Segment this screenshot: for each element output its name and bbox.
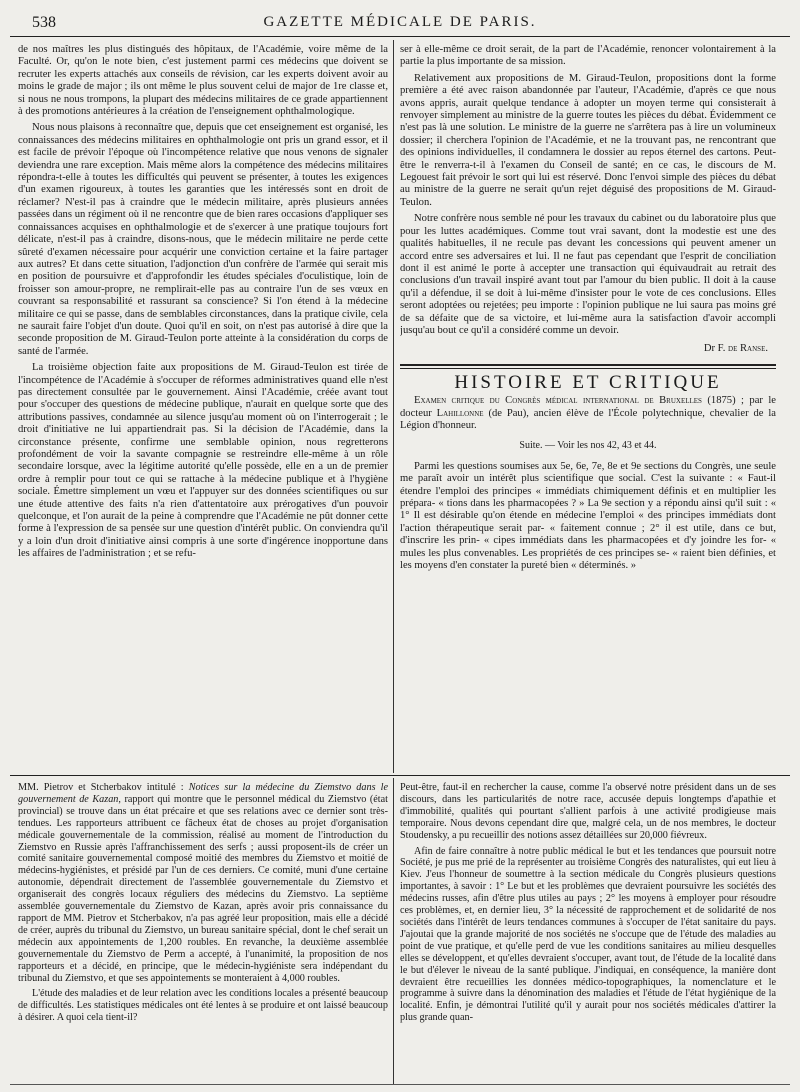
suite-note: Suite. — Voir les nos 42, 43 et 44. <box>519 440 657 452</box>
bottom-rule <box>10 1084 790 1085</box>
paragraph: L'étude des maladies et de leur relation avec les conditions locales a présenté beaucoup de difficultés. Les statistiques médicales ont été lentes à se produire et ont laissé beaucoup à désirer. A quoi cela tient-il? <box>18 988 388 1024</box>
article-lead: Examen critique du Congrès médical international de Bruxelles <box>414 395 702 407</box>
article-tail: (de Pau), ancien élève de l'École polytechnique, chevalier de la Légion d'honneur. <box>400 407 776 431</box>
journal-title: GAZETTE MÉDICALE DE PARIS. <box>263 14 537 30</box>
signature <box>400 343 768 355</box>
paragraph: La troisième objection faite aux propositions de M. Giraud-Teulon est tirée de l'incompétence de l'Académie à s'occuper de réformes administratives quand elle n'est pas directement consultée par le gouvernement. Ainsi l'Académie, créée avant tout pour s'occuper des questions de médecine publique, n'aurait en quelque sorte que des attributions passives, condamnée au silence jusqu'au moment où on l'interrogerait ; le droit d'initiative ne lui appartiendrait pas. Si la décision de l'Académie, dans la circonstance présente, confirme une semblable opinion, nous regretterons profondément de voir la savante compagnie se restreindre elle-même à un rôle secondaire lorsque, avec la légitime autorité qu'elle possède, elle en a un de premier ordre à remplir pour tout ce qui se rattache à la médecine publique et à l'hygiène sociale. Émettre simplement un vœu et l'appuyer sur des données scientifiques ou sur une étude attentive des faits n'a rien d'attentatoire aux prérogatives d'un pouvoir quelconque, et l'on aurait de la peine à comprendre que l'Académie ne pût donner cette forme à l'expression de sa pensée sur une question d'intérêt public. On conviendra qu'il y a loin d'un droit d'initiative ainsi compris à une sorte d'ingérence inopportune dans les affaires de l'administration ; et se refu- <box>18 362 388 560</box>
signature-prefix: Dr F. <box>703 343 729 355</box>
article-heading <box>400 395 776 432</box>
report-title: Notices sur la médecine du Ziemstvo dans le gouvernement de Kazan <box>18 782 388 805</box>
column-divider <box>393 778 394 1084</box>
top-left-column <box>18 44 388 770</box>
article-rest: (1875) ; par le docteur <box>400 395 776 419</box>
paragraph-start: MM. Pietrov et Stcherbakov intitulé : <box>18 782 189 793</box>
bottom-left-column <box>18 782 388 1082</box>
paragraph: Nous nous plaisons à reconnaître que, depuis que cet enseignement est organisé, les connaissances des médecins militaires en ophthalmologie ont pris un grand essor, et il est facile de prévoir l'époque où l'incompétence relative que nous venons de signaler deviendra une rare exception. Mais même alors la compétence des médecins militaires répondra-t-elle à toutes les difficultés qui peuvent se présenter, à toutes les exigences d'un examen rigoureux, à toutes les garanties que les intéressés sont en droit de réclamer? N'est-il pas à craindre que le médecin militaire, après plusieurs années passées dans un régiment où il ne rencontre que de bien rares occasions d'appliquer ses connaissances acquises en ophthalmologie et de s'exercer à une pratique toujours fort délicate, n'est-il pas à craindre, disons-nous, que le médecin militaire ne perde cette sûreté d'examen nécessaire pour acquérir une conviction certaine et la faire partager aux autres? Et dans cette situation, l'adjonction d'un confrère de l'armée qui serait mis en position de poursuivre et d'approfondir les études spéciales d'oculistique, loin de froisser son amour-propre, ne remplirait-elle pas au contraire l'un de ses vœux en couvrant sa responsabilité et rassurant sa conscience? Si l'on étend à la médecine militaire ce qui se passe, dans de semblables circonstances, dans la pratique civile, cela ne saurait faire l'objet d'un doute. Quoi qu'il en soit, on n'est pas autorisé à dire que la seconde proposition de M. Giraud-Teulon porte atteinte à la considération du corps de santé de l'armée. <box>18 122 388 357</box>
top-right-column <box>400 44 776 770</box>
section-rule-bottom <box>400 368 776 369</box>
paragraph: ser à elle-même ce droit serait, de la part de l'Académie, renoncer volontairement à la partie la plus importante de sa mission. <box>400 44 776 68</box>
paragraph: Notre confrère nous semble né pour les travaux du cabinet ou du laboratoire plus que pour les luttes académiques. Comme tout vrai savant, dont la modestie est une des qualités habituelles, il ne recule pas devant les concessions qui peuvent amener un accord entre ses adversaires et lui. Il ne faut pas cependant que l'esprit de conciliation dont il est animé le porte à accepter une transaction qui équivaudrait au retrait des conclusions d'un travail inspiré avant tout par l'amour du bien public. Il doit à la cause qu'il a défendue, il se doit à lui-même d'insister pour le vote de ces conclusions. Elles seront adoptées ou rejetées; peu importe : l'opinion publique ne lui saura pas moins gré de sa défaite que de sa victoire, et lui-même aura la satisfaction d'avoir accompli jusqu'au bout ce qu'il a considéré comme un devoir. <box>400 213 776 336</box>
page-header <box>10 14 790 36</box>
section-divider <box>10 775 790 776</box>
paragraph-rest: , rapport qui montre que le personnel médical du Ziemstvo (état provincial) se trouve dans un état précaire et que ses relations avec ce dernier sont très-tendues. Les rapporteurs attribuent ce fâcheux état de choses au projet d'organisation médicale gouvernementale de la commission, réalisé au moment de l'introduction du Ziemstvo en Russie après l'affranchissement des serfs ; aussi proposent-ils de créer un comité sanitaire gouvernemental composé moitié des membres du Ziemstvo et moitié de médecins-hygiénistes, et présidé par l'un de ces derniers. Ce comité, muni d'une certaine autonomie, dépendrait directement de l'assemblée gouvernementale du Ziemstvo et organiserait des congrès locaux réguliers des médecins du Ziemstvo. La septième assemblée gouvernementale du Ziemstvo de Kazan, après avoir pris connaissance du rapport de MM. Pietrov et Stcherbakov, n'a pas agréé leur proposition, mais elle a décidé de créer, auprès du tribunal du Ziemstvo, un bureau sanitaire spécial, dont le chef serait un médecin aux appointements de 1,200 roubles. En revanche, la deuxième assemblée gouvernementale du Ziemstvo de Perm a accepté, à l'unanimité, la proposition de nos rapporteurs et a décidé, en principe, que le médecin-hygiéniste sera indépendant du tribunal du Ziemstvo, et que ses appointements se monteraient à 4,000 roubles. <box>18 793 388 984</box>
paragraph: de nos maîtres les plus distingués des hôpitaux, de l'Académie, voire même de la Faculté. Or, qu'on le note bien, c'est justement parmi ces médecins que doivent se recruter les experts attachés aux conseils de révision, car les experts doivent avoir au moins le grade de major ; ils ont même le plus souvent celui de major de 1re classe et, si nous ne nous trompons, la plupart des médecins militaires de ce grade appartiennent à des promotions antérieures à la création de l'enseignement ophthalmologique. <box>18 44 388 118</box>
bottom-right-column <box>400 782 776 1082</box>
page-number: 538 <box>32 14 56 31</box>
paragraph: Afin de faire connaître à notre public médical le but et les tendances que poursuit notre Société, je pus me prié de la représenter au troisième Congrès des naturalistes, qui eut lieu à Kiev. J'eus l'honneur de soumettre à la section médicale du Congrès plusieurs questions importantes, à savoir : 1° Le but et les problèmes que devraient poursuivre les sociétés des médecins russes, afin d'être plus utiles au pays ; 2° les moyens à employer pour résoudre ces problèmes, et, en dernier lieu, 3° la nécessité de rapprochement et de solidarité de nos sociétés dans l'intérêt de leurs tendances communes à s'occuper de l'état sanitaire du pays. J'ajoutai que la grande majorité de nos sociétés ne s'occupe que de l'étude des maladies au point de vue pratique, et qu'elle perd de vue les conditions sanitaires au milieu desquelles elles se développent, et qu'elles devraient s'occuper, avant tout, de l'étude de la localité dans le but d'élever le niveau de la santé publique. J'indiquai, en conséquence, la manière dont devraient être recueillies les données médico-topographiques, la nomenclature et le programme à suivre dans la dénomination des maladies et l'étude de l'état hygiénique de la localité. Enfin, je démontrai l'utilité qu'il y aurait pour nos sociétés médicales d'attirer la plus grande quan- <box>400 845 776 1024</box>
section-rule-top <box>400 364 776 366</box>
section-title: HISTOIRE ET CRITIQUE <box>454 371 722 393</box>
signature-name: de Ranse. <box>728 343 768 355</box>
header-rule <box>10 36 790 37</box>
paragraph <box>18 782 388 984</box>
column-divider <box>393 40 394 773</box>
paragraph: Peut-être, faut-il en rechercher la cause, comme l'a observé notre président dans un de ses discours, dans les particularités de notre race, accusée depuis longtemps d'apathie et d'immobilité, qualités qui pourtant s'allient parfois à une activité prodigieuse mais temporaire. Nous devons cependant dire que, malgré cela, un de nos membres, le docteur Stoudensky, a pu recueillir des notions assez détaillées sur 20,000 fiévreux. <box>400 782 776 841</box>
article-author: Lahillonne <box>436 407 484 419</box>
paragraph: Parmi les questions soumises aux 5e, 6e, 7e, 8e et 9e sections du Congrès, une seule me paraît avoir un intérêt plus scientifique que social. C'est la suivante : « Faut-il étendre l'emploi des principes « immédiats chimiquement définis et en multiplier les prépara- « tions dans les pharmacopées ? » La 9e section y a répondu ainsi qu'il suit : « 1° Il est désirable qu'on étende en médecine l'emploi « des principes immédiats dont l'action thérapeutique serait par- « faitement connue ; 2° il est utile, dans ce but, d'inscrire les prin- « cipes immédiats dans les pharmacopées et d'y joindre les for- « mules les plus convenables. Les propriétés de ces principes se- « raient bien définies, et les moyens d'en constater la pureté bien « déterminés. » <box>400 460 776 572</box>
paragraph: Relativement aux propositions de M. Giraud-Teulon, propositions dont la forme première a été avec raison abandonnée par l'auteur, l'Académie, d'après ce que nous avons appris, aurait quelque tendance à adopter un moyen terme qui consisterait à renvoyer simplement au ministre de la guerre toutes les pièces du débat. Évidemment ce n'est pas là une solution. Le ministre de la guerre ne s'arrêtera pas à lire un volumineux dossier; il cherchera l'opinion de l'Académie, et ne la trouvant pas, ne rencontrant que des opinions individuelles, il condamnera le dossier au repos éternel des cartons. Peut-être le renverra-t-il à l'examen du Conseil de santé; en ce cas, le discours de M. Legouest fait prévoir le sort qui lui est réservé. Donc l'envoi simple des pièces du débat au ministre de la guerre ne serait qu'un rejet déguisé des propositions de M. Giraud-Teulon. <box>400 72 776 208</box>
